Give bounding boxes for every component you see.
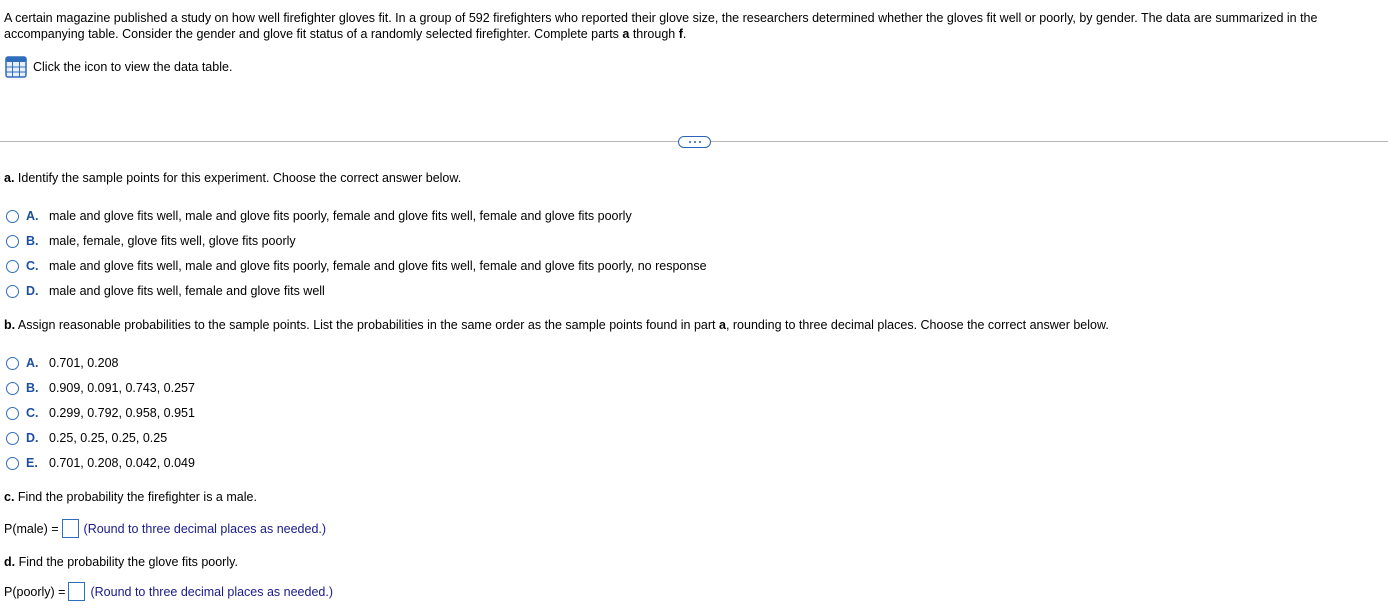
radio-button[interactable]: [6, 432, 19, 445]
part-b-label: b.: [4, 318, 16, 332]
option-letter: D.: [26, 431, 39, 445]
ellipsis-icon: [694, 141, 696, 143]
option-letter: A.: [26, 209, 39, 223]
option-text[interactable]: 0.299, 0.792, 0.958, 0.951: [49, 406, 195, 420]
problem-statement: [4, 10, 1380, 42]
part-a-option-a[interactable]: [6, 209, 632, 223]
rounding-hint: (Round to three decimal places as needed.): [90, 584, 333, 599]
part-c-label: c.: [4, 490, 15, 504]
problem-text-through: through: [629, 27, 679, 41]
part-b-question-text-end: , rounding to three decimal places. Choose the correct answer below.: [725, 318, 1109, 332]
part-b-question-text: Assign reasonable probabilities to the sample points. List the probabilities in the same order as the sample points found in part: [15, 318, 719, 332]
part-c-question: [4, 490, 257, 504]
option-text[interactable]: 0.909, 0.091, 0.743, 0.257: [49, 381, 195, 395]
problem-text-period: .: [682, 27, 687, 41]
part-a-question-text: Identify the sample points for this experiment. Choose the correct answer below.: [14, 171, 462, 185]
table-icon[interactable]: [5, 56, 27, 78]
part-a-option-b[interactable]: [6, 234, 296, 248]
part-b-option-c[interactable]: [6, 406, 195, 420]
option-letter: B.: [26, 381, 39, 395]
option-text[interactable]: 0.701, 0.208, 0.042, 0.049: [49, 456, 195, 470]
option-letter: A.: [26, 356, 39, 370]
radio-button[interactable]: [6, 382, 19, 395]
option-text[interactable]: male and glove fits well, male and glove fits poorly, female and glove fits well, female and glove fits poorly, no response: [49, 259, 707, 273]
option-letter: E.: [26, 456, 38, 470]
p-poorly-input[interactable]: [68, 582, 85, 601]
rounding-hint: (Round to three decimal places as needed.): [83, 521, 327, 536]
part-d-answer-row: [4, 582, 333, 601]
option-text[interactable]: male, female, glove fits well, glove fits poorly: [49, 234, 296, 248]
radio-button[interactable]: [6, 285, 19, 298]
problem-text: A certain magazine published a study on how well firefighter gloves fit. In a group of 592 firefighters who reported their glove size, the researchers determined whether the gloves fit well or poorly, by gender. The data are summarized in the accompanying table. Consider the gender and glove fit status of a randomly selected firefighter. Complete parts: [4, 11, 1318, 41]
option-text[interactable]: 0.701, 0.208: [49, 356, 119, 370]
p-male-label: P(male) =: [4, 521, 59, 536]
part-d-question: [4, 555, 238, 569]
option-text[interactable]: male and glove fits well, female and glove fits well: [49, 284, 325, 298]
part-c-answer-row: [4, 519, 326, 538]
part-a-ref: a: [622, 27, 630, 41]
part-a-option-d[interactable]: [6, 284, 325, 298]
radio-button[interactable]: [6, 357, 19, 370]
radio-button[interactable]: [6, 260, 19, 273]
radio-button[interactable]: [6, 457, 19, 470]
option-text[interactable]: male and glove fits well, male and glove fits poorly, female and glove fits well, female and glove fits poorly: [49, 209, 632, 223]
part-a-ref: a: [719, 318, 726, 332]
part-f-ref: f: [678, 27, 683, 41]
radio-button[interactable]: [6, 210, 19, 223]
part-b-question: [4, 318, 1109, 332]
part-a-label: a.: [4, 171, 15, 185]
p-male-input[interactable]: [62, 519, 79, 538]
option-text[interactable]: 0.25, 0.25, 0.25, 0.25: [49, 431, 168, 445]
ellipsis-icon: [689, 141, 691, 143]
radio-button[interactable]: [6, 235, 19, 248]
option-letter: B.: [26, 234, 39, 248]
part-b-option-e[interactable]: [6, 456, 195, 470]
radio-button[interactable]: [6, 407, 19, 420]
option-letter: D.: [26, 284, 39, 298]
expand-more-button[interactable]: [678, 136, 711, 148]
part-a-option-c[interactable]: [6, 259, 707, 273]
part-d-question-text: Find the probability the glove fits poorly.: [15, 555, 238, 569]
part-d-label: d.: [4, 555, 16, 569]
part-c-question-text: Find the probability the firefighter is a male.: [14, 490, 257, 504]
ellipsis-icon: [699, 141, 701, 143]
option-letter: C.: [26, 259, 39, 273]
part-b-option-d[interactable]: [6, 431, 167, 445]
part-a-question: [4, 171, 461, 185]
option-letter: C.: [26, 406, 39, 420]
part-b-option-b[interactable]: [6, 381, 195, 395]
view-data-table-label[interactable]: Click the icon to view the data table.: [33, 60, 233, 74]
view-data-table-link[interactable]: [5, 56, 232, 78]
p-poorly-label: P(poorly) =: [4, 584, 66, 599]
part-b-option-a[interactable]: [6, 356, 119, 370]
